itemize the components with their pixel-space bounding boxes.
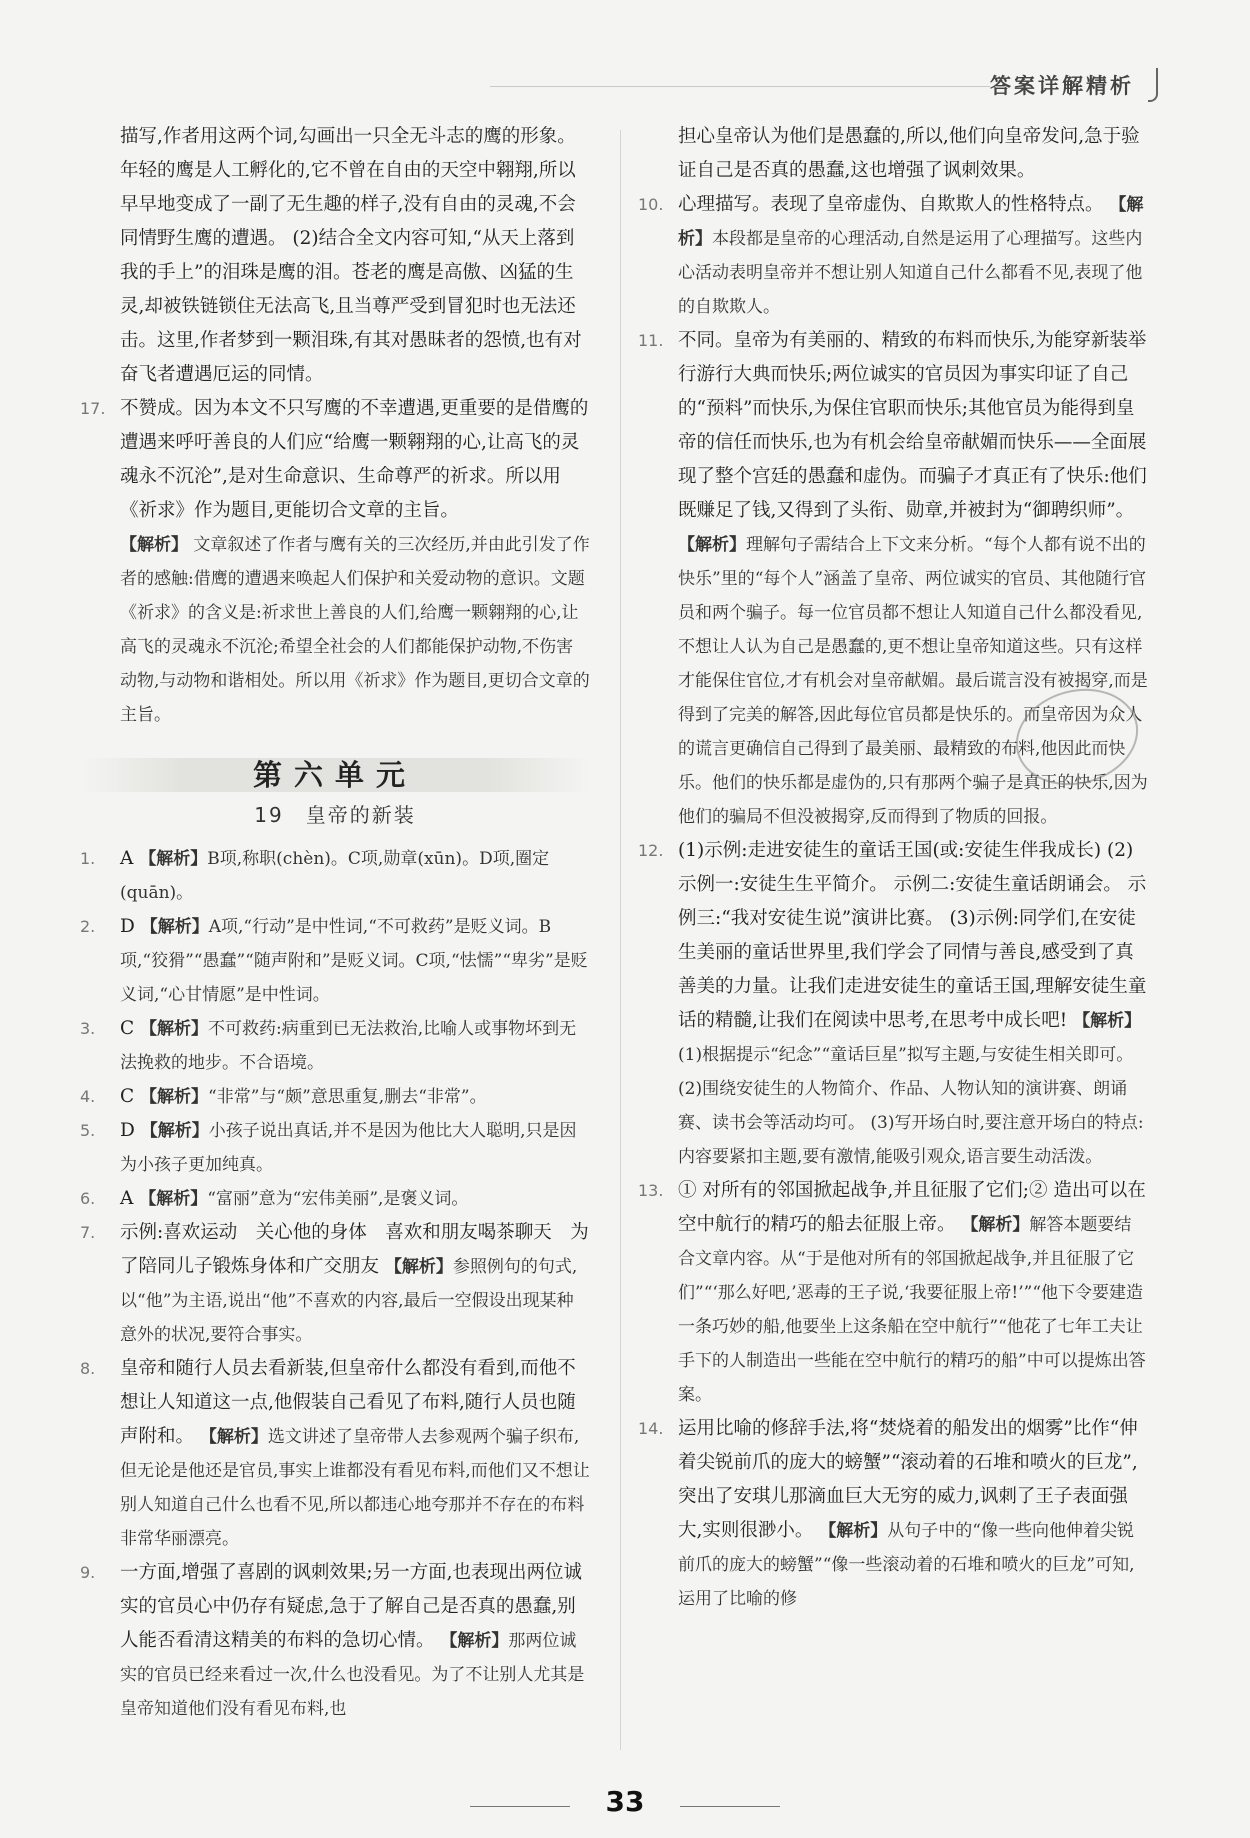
page-number-rule-right <box>680 1806 780 1807</box>
question-number: 7. <box>80 1223 96 1242</box>
analysis-tag: 【解析】 <box>140 1121 209 1141</box>
answer-text: 运用比喻的修辞手法,将“焚烧着的船发出的烟雾”比作“伸着尖锐前爪的庞大的螃蟹”“滚动着的石堆和喷火的巨龙”,突出了安琪儿那滴血巨大无穷的威力,讽刺了王子表面强大,实则很渺小。 <box>678 1418 1138 1541</box>
question-number: 11. <box>638 331 664 350</box>
answer-text: C <box>120 1086 135 1107</box>
analysis-tag: 【解析】 <box>139 1189 208 1209</box>
analysis-block <box>140 1087 487 1107</box>
analysis-text: 从句子中的“像一些向他伸着尖锐前爪的庞大的螃蟹”“像一些滚动着的石堆和喷火的巨龙”可知,运用了比喻的修 <box>678 1521 1135 1609</box>
answer-item <box>80 1182 590 1216</box>
analysis-tag: 【解析】 <box>140 1019 209 1039</box>
answer-text: D <box>120 916 135 937</box>
analysis-tag: 【解析】 <box>819 1521 888 1541</box>
answer-text: 皇帝和随行人员去看新装,但皇帝什么都没有看到,而他不想让人知道这一点,他假装自己看见了布料,随行人员也随声附和。 <box>120 1358 576 1447</box>
header-rule <box>490 86 990 87</box>
analysis-text: B项,称职(chèn)。C项,勋章(xūn)。D项,圈定(quān)。 <box>120 849 550 903</box>
right-column <box>638 120 1148 1616</box>
right-answer-list <box>638 188 1148 1616</box>
analysis-tag: 【解析】 <box>139 849 208 869</box>
analysis-text: (1)根据提示“纪念”“童话巨星”拟写主题,与安徒生相关即可。 (2)围绕安徒生的人物简介、作品、人物认知的演讲赛、朗诵赛、读书会等活动均可。 (3)写开场白时,要注意开场白的特点:内容要紧扣主题,要有激情,能吸引观众,语言要生动活泼。 <box>678 1045 1144 1167</box>
analysis-block <box>120 917 588 1005</box>
answer-item <box>80 1080 590 1114</box>
unit-title: 第六单元 <box>80 758 590 792</box>
answer-item <box>638 1412 1148 1616</box>
analysis-tag: 【解析】 <box>140 917 209 937</box>
answer-item <box>80 1114 590 1182</box>
analysis-block <box>120 1121 577 1175</box>
question-number: 3. <box>80 1019 96 1038</box>
question-number: 14. <box>638 1419 664 1438</box>
answer-text: 不同。皇帝为有美丽的、精致的布料而快乐,为能穿新装举行游行大典而快乐;两位诚实的官员因为事实印证了自己的“预料”而快乐,为保住官职而快乐;其他官员为能得到皇帝的信任而快乐,也为有机会给皇帝献媚而快乐——全面展现了整个宫廷的愚蠢和虚伪。而骗子才真正有了快乐:他们既赚足了钱,又得到了头衔、勋章,并被封为“御聘织师”。 <box>678 330 1147 521</box>
answer-item <box>638 834 1148 1174</box>
question-number: 12. <box>638 841 664 860</box>
answer-item <box>80 1556 590 1726</box>
answer-item <box>638 1174 1148 1412</box>
analysis-block <box>120 1019 576 1073</box>
answer-item <box>80 910 590 1012</box>
question-number: 5. <box>80 1121 96 1140</box>
question-number: 10. <box>638 195 664 214</box>
continued-answer-16: 描写,作者用这两个词,勾画出一只全无斗志的鹰的形象。年轻的鹰是人工孵化的,它不曾在自由的天空中翱翔,所以早早地变成了一副了无生趣的样子,没有自由的灵魂,不会同情野生鹰的遭遇。 (2)结合全文内容可知,“从天上落到我的手上”的泪珠是鹰的泪。苍老的鹰是高傲、凶猛的生灵,却被铁链锁住无法高飞,且当尊严受到冒犯时也无法还击。这里,作者梦到一颗泪珠,有其对愚昧者的怨愤,也有对奋飞者遭遇厄运的同情。 <box>120 126 582 385</box>
lesson-title: 19 皇帝的新装 <box>254 803 416 827</box>
answer-text: 一方面,增强了喜剧的讽刺效果;另一方面,也表现出两位诚实的官员心中仍存有疑虑,急于了解自己是否真的愚蠢,别人能否看清这精美的布料的急切心情。 <box>120 1562 582 1651</box>
answer-text: A <box>120 848 134 869</box>
analysis-tag: 【解析】 <box>678 535 746 555</box>
analysis-text: 解答本题要结合文章内容。从“于是他对所有的邻国掀起战争,并且征服了它们”“‘那么好吧,’恶毒的王子说,‘我要征服上帝!’”“他下令要建造一条巧妙的船,他要坐上这条船在空中航行”“他花了七年工夫让手下的人制造出一些能在空中航行的精巧的船”中可以提炼出答案。 <box>678 1215 1146 1405</box>
analysis-block <box>678 1011 1144 1167</box>
answer-text: 心理描写。表现了皇帝虚伪、自欺欺人的性格特点。 <box>678 194 1104 215</box>
analysis-text: 理解句子需结合上下文来分析。“每个人都有说不出的快乐”里的“每个人”涵盖了皇帝、两位诚实的官员、其他随行官员和两个骗子。每一位官员都不想让人知道自己什么都没看见,不想让人认为自己是愚蠢的,更不想让皇帝知道这些。只有这样才能保住官位,才有机会对皇帝献媚。最后谎言没有被揭穿,而是得到了完美的解答,因此每位官员都是快乐的。而皇帝因为众人的谎言更确信自己得到了最美丽、最精致的布料,他因此而快乐。他们的快乐都是虚伪的,只有那两个骗子是真正的快乐,因为他们的骗局不但没被揭穿,反而得到了物质的回报。 <box>678 535 1148 827</box>
analysis-block <box>120 528 590 732</box>
analysis-block <box>678 1215 1146 1405</box>
analysis-tag: 【解析】 <box>140 1087 209 1107</box>
analysis-text: A项,“行动”是中性词,“不可救药”是贬义词。B项,“狡猾”“愚蠢”“随声附和”是贬义词。C项,“怯懦”“卑劣”是贬义词,“心甘情愿”是中性词。 <box>120 917 588 1005</box>
analysis-tag: 【解析】 <box>440 1631 509 1651</box>
answer-item <box>80 1216 590 1352</box>
analysis-text: 那两位诚实的官员已经来看过一次,什么也没看见。为了不让别人尤其是皇帝知道他们没有看见布料,也 <box>120 1631 585 1719</box>
answer-text: 不赞成。因为本文不只写鹰的不幸遭遇,更重要的是借鹰的遭遇来呼吁善良的人们应“给鹰一颗翱翔的心,让高飞的灵魂永不沉沦”,是对生命意识、生命尊严的祈求。所以用《祈求》作为题目,更能切合文章的主旨。 <box>120 398 589 521</box>
analysis-block <box>139 1189 468 1209</box>
page-number: 33 <box>605 1785 645 1818</box>
analysis-text: 参照例句的句式,以“他”为主语,说出“他”不喜欢的内容,最后一空假设出现某种意外的状况,要符合事实。 <box>120 1257 578 1345</box>
answer-item <box>80 842 590 910</box>
question-number: 17. <box>80 399 106 418</box>
analysis-text: 小孩子说出真话,并不是因为他比大人聪明,只是因为小孩子更加纯真。 <box>120 1121 577 1175</box>
column-divider <box>620 130 621 1750</box>
answer-text: (1)示例:走进安徒生的童话王国(或:安徒生伴我成长) (2)示例一:安徒生生平简介。 示例二:安徒生童话朗诵会。 示例三:“我对安徒生说”演讲比赛。 (3)示例:同学们,在安徒生美丽的童话世界里,我们学会了同情与善良,感受到了真善美的力量。让我们走进安徒生的童话王国,理解安徒生童话的精髓,让我们在阅读中思考,在思考中成长吧! <box>678 840 1147 1031</box>
analysis-text: “非常”与“颇”意思重复,删去“非常”。 <box>208 1087 487 1107</box>
page-header-title: 答案详解精析 <box>990 74 1134 98</box>
answer-text: ① 对所有的邻国掀起战争,并且征服了它们;② 造出可以在空中航行的精巧的船去征服上帝。 <box>678 1180 1146 1235</box>
analysis-text: 本段都是皇帝的心理活动,自然是运用了心理描写。这些内心活动表明皇帝并不想让别人知道自己什么都看不见,表现了他的自欺欺人。 <box>678 229 1143 317</box>
analysis-text: “富丽”意为“宏伟美丽”,是褒义词。 <box>207 1189 469 1209</box>
continued-answer-9: 担心皇帝认为他们是愚蠢的,所以,他们向皇帝发问,急于验证自己是否真的愚蠢,这也增强了讽刺效果。 <box>678 126 1140 181</box>
analysis-tag: 【解析】 <box>120 535 188 555</box>
answer-17 <box>80 392 590 732</box>
question-number: 1. <box>80 849 96 868</box>
answer-item <box>80 1352 590 1556</box>
left-answer-list <box>80 842 590 1726</box>
answer-text: D <box>120 1120 135 1141</box>
left-column <box>80 120 590 1726</box>
question-number: 9. <box>80 1563 96 1582</box>
analysis-tag: 【解析】 <box>384 1257 453 1277</box>
answer-text: A <box>120 1188 134 1209</box>
header-bracket-icon <box>1148 68 1158 102</box>
question-number: 2. <box>80 917 96 936</box>
analysis-block <box>120 849 549 903</box>
answer-item <box>638 188 1148 324</box>
question-number: 8. <box>80 1359 96 1378</box>
analysis-tag: 【解析】 <box>678 195 1144 249</box>
analysis-text: 不可救药:病重到已无法救治,比喻人或事物坏到无法挽救的地步。不合语境。 <box>120 1019 577 1073</box>
analysis-tag: 【解析】 <box>199 1427 268 1447</box>
analysis-text: 文章叙述了作者与鹰有关的三次经历,并由此引发了作者的感触:借鹰的遭遇来唤起人们保护和关爱动物的意识。文题《祈求》的含义是:祈求世上善良的人们,给鹰一颗翱翔的心,让高飞的灵魂永不沉沦;希望全社会的人们都能保护动物,不伤害动物,与动物和谐相处。所以用《祈求》作为题目,更切合文章的主旨。 <box>120 535 590 725</box>
analysis-tag: 【解析】 <box>961 1215 1030 1235</box>
answer-item <box>80 1012 590 1080</box>
question-number: 13. <box>638 1181 664 1200</box>
analysis-tag: 【解析】 <box>1073 1011 1142 1031</box>
answer-text: C <box>120 1018 135 1039</box>
question-number: 6. <box>80 1189 96 1208</box>
answer-text: 示例:喜欢运动 关心他的身体 喜欢和朋友喝茶聊天 为了陪同儿子锻炼身体和广交朋友 <box>120 1222 589 1277</box>
analysis-text: 选文讲述了皇帝带人去参观两个骗子织布,但无论是他还是官员,事实上谁都没有看见布料,而他们又不想让别人知道自己什么也看不见,所以都违心地夸那并不存在的布料非常华丽漂亮。 <box>120 1427 590 1549</box>
question-number: 4. <box>80 1087 96 1106</box>
